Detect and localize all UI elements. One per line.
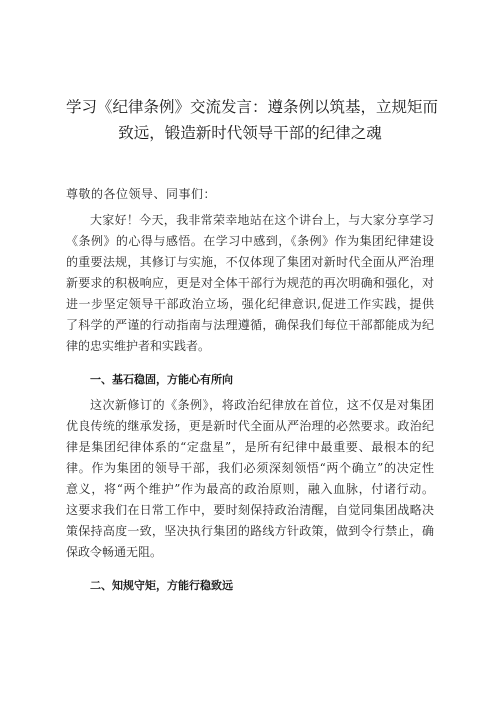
section-1-line: 这次新修订的《条例》，将政治纪律放在首位，这不仅是对集团 [90, 398, 434, 412]
intro-line: 了科学的严谨的行动指南与法理遵循，确保我们每位干部都能成为纪 [66, 318, 434, 332]
intro-line: 律的忠实维护者和实践者。 [66, 339, 211, 353]
title-line-2: 致远，锻造新时代领导干部的纪律之魂 [118, 124, 382, 142]
intro-line: 新要求的积极响应，更是对全体干部行为规范的再次明确和强化，对 [66, 276, 434, 290]
section-heading-1: 一、基石稳固，方能心有所向 [90, 373, 233, 386]
title-line-1: 学习《纪律条例》交流发言：遵条例以筑基，立规矩而 [66, 98, 439, 116]
intro-line: 《条例》的心得与感悟。在学习中感到，《条例》作为集团纪律建设 [66, 234, 434, 248]
section-1-paragraph [66, 395, 434, 563]
section-1-line: 律。作为集团的领导干部，我们必须深刻领悟“两个确立”的决定性 [66, 461, 434, 475]
intro-paragraph [66, 210, 434, 357]
section-1-line: 策保持高度一致，坚决执行集团的路线方针政策，做到令行禁止，确 [66, 524, 434, 538]
section-1-line: 律是集团纪律体系的“定盘星”，是所有纪律中最重要、最根本的纪 [66, 440, 434, 454]
document-title [66, 94, 439, 146]
section-1-line: 意义，将“两个维护”作为最高的政治原则，融入血脉，付诸行动。 [66, 482, 434, 496]
section-1-line: 优良传统的继承发扬，更是新时代全面从严治理的必然要求。政治纪 [66, 419, 434, 433]
section-1-line: 这要求我们在日常工作中，要时刻保持政治清醒，自觉同集团战略决 [66, 503, 434, 517]
intro-line: 大家好！今天，我非常荣幸地站在这个讲台上，与大家分享学习 [90, 213, 434, 227]
salutation: 尊敬的各位领导、同事们： [66, 187, 217, 201]
intro-line: 进一步坚定领导干部政治立场，强化纪律意识,促进工作实践，提供 [66, 297, 434, 311]
section-1-line: 保政令畅通无阻。 [66, 545, 163, 559]
section-heading-2: 二、知规守矩，方能行稳致远 [90, 579, 233, 592]
intro-line: 的重要法规，其修订与实施，不仅体现了集团对新时代全面从严治理 [66, 255, 434, 269]
